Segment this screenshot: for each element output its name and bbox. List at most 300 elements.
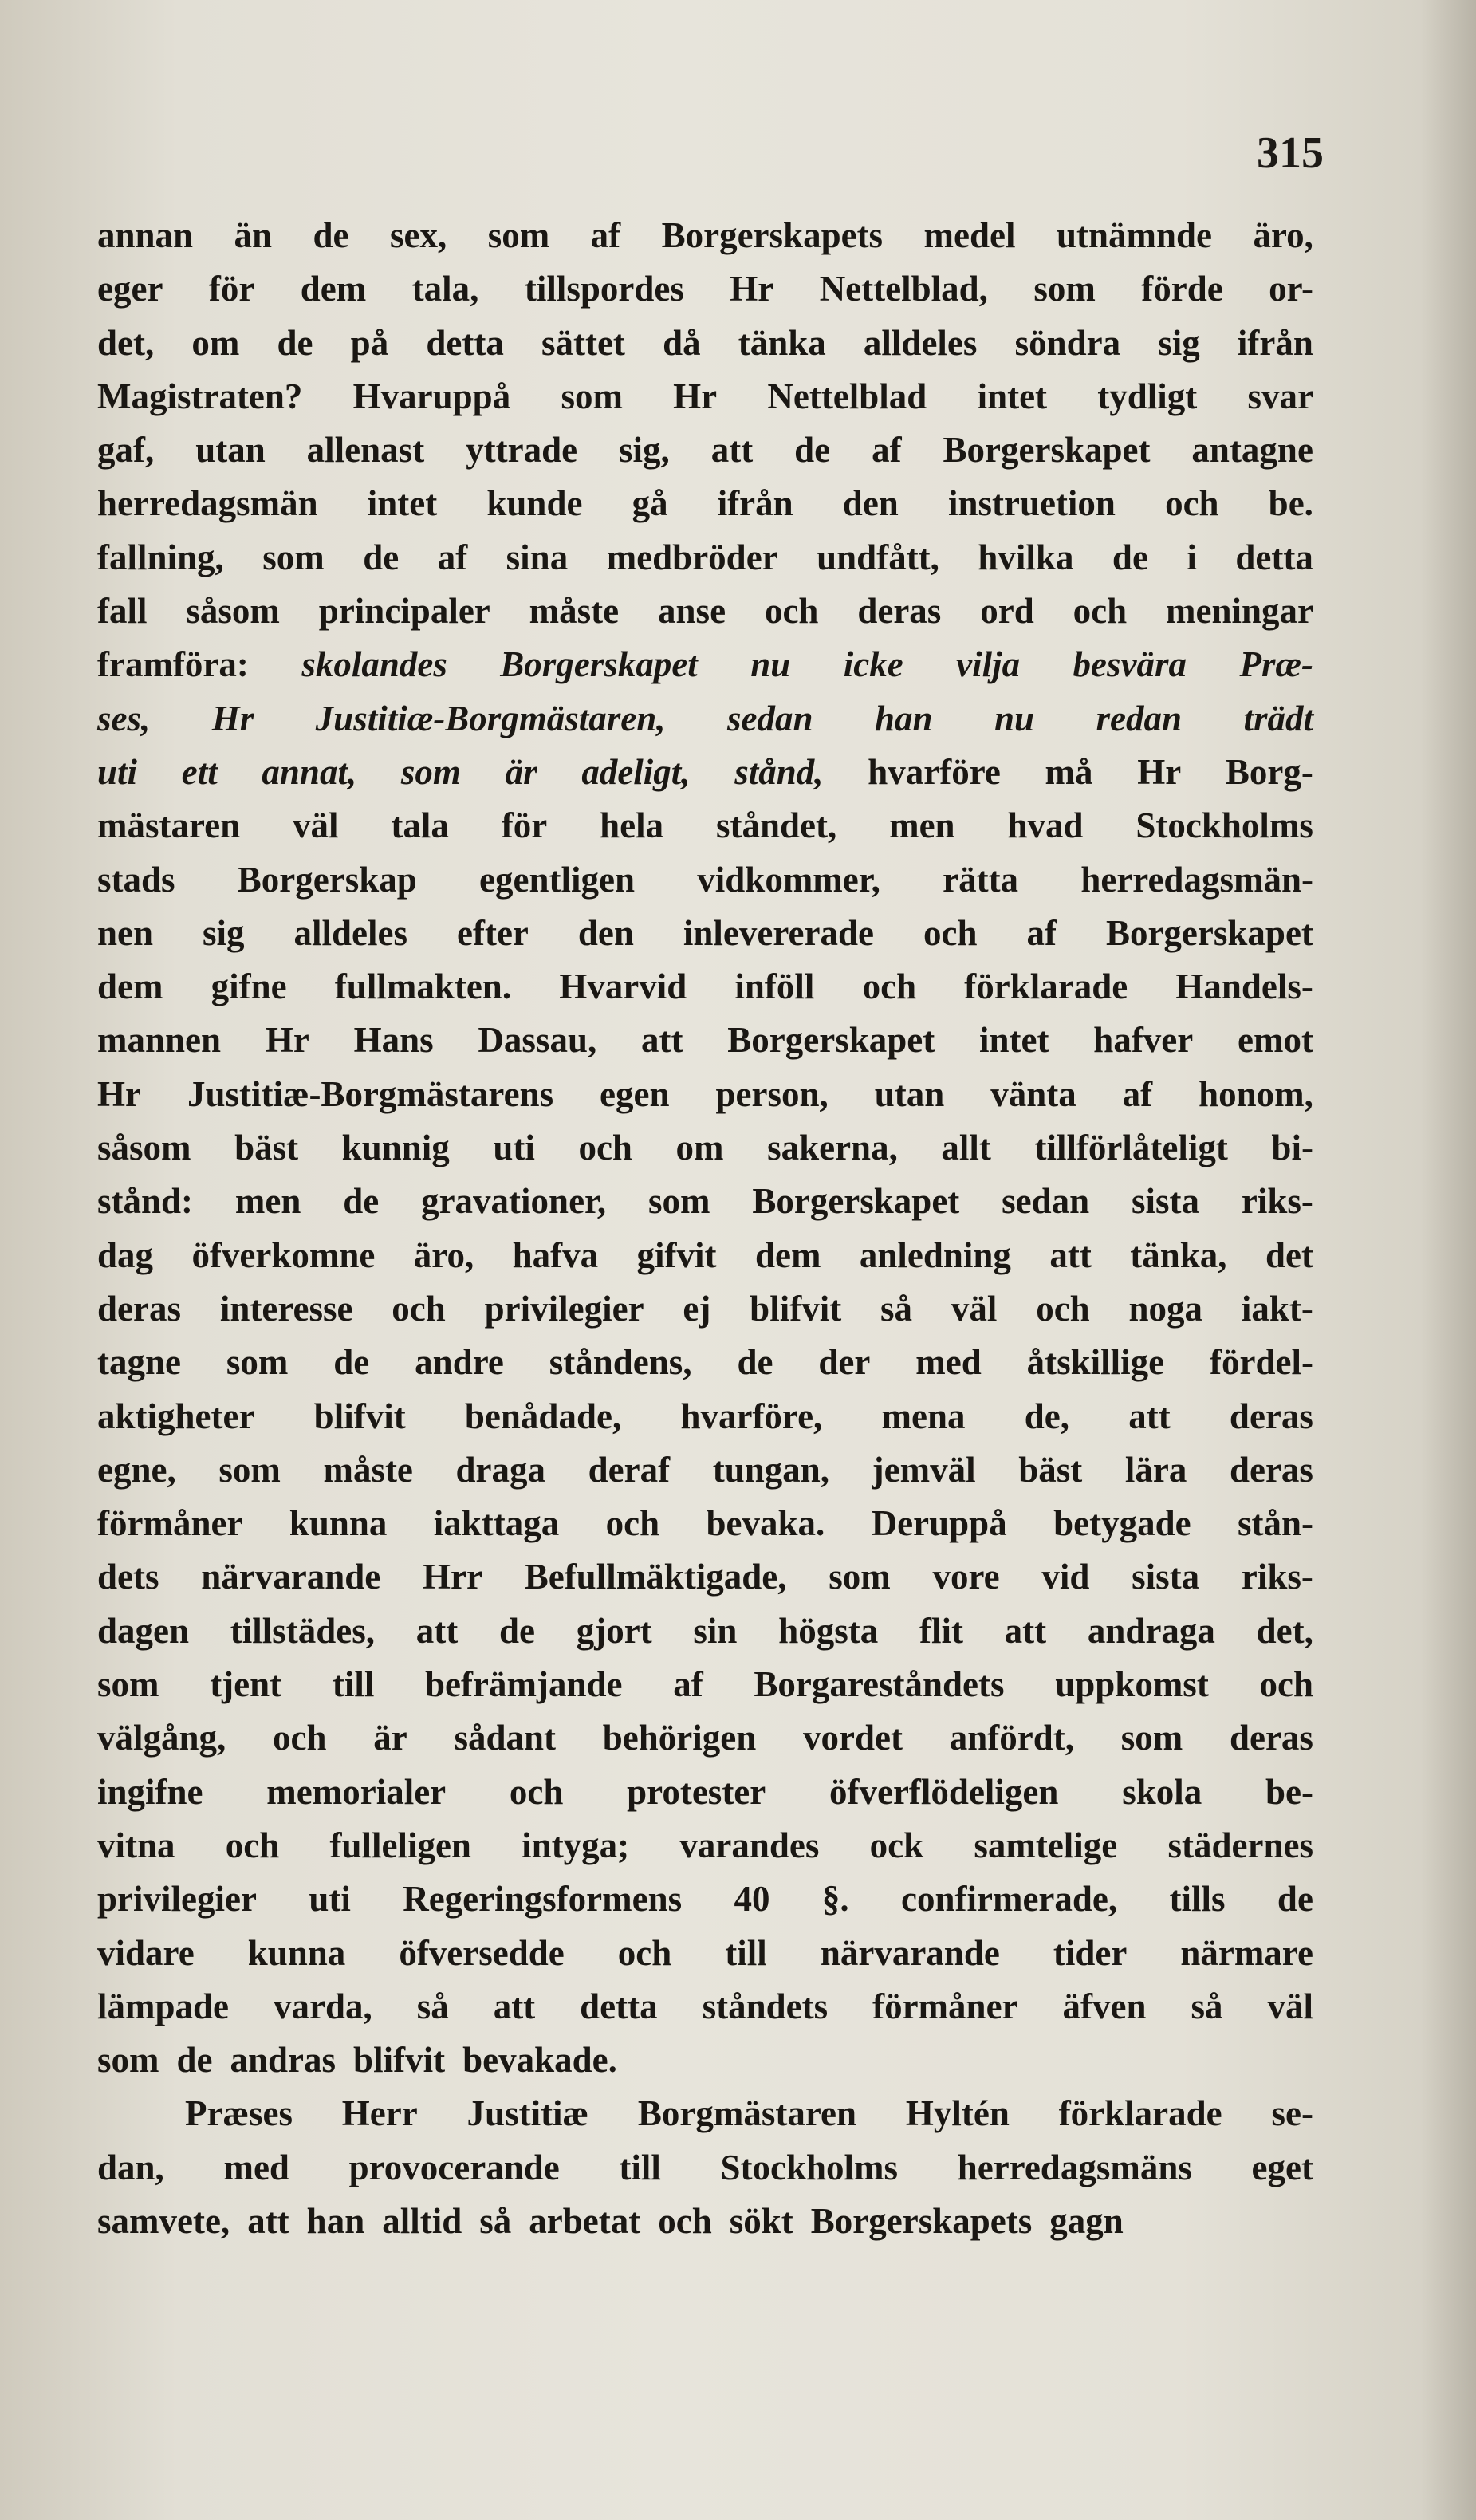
word: dem xyxy=(97,967,163,1007)
word: Justitiæ-Borgmästaren, xyxy=(315,698,666,738)
word: privilegier xyxy=(97,1879,257,1920)
word: allt xyxy=(941,1128,991,1168)
word: är xyxy=(505,751,537,792)
body-text xyxy=(97,209,1313,2248)
word: Borgerskapet xyxy=(943,430,1151,471)
word: sedan xyxy=(726,698,813,738)
word: sig xyxy=(1158,322,1200,363)
word: han xyxy=(874,698,933,738)
word: öfversedde xyxy=(399,1932,565,1973)
word: att xyxy=(1128,1396,1171,1436)
word: ståndets xyxy=(702,1986,829,2026)
word: tider xyxy=(1053,1932,1128,1973)
word: memorialer xyxy=(266,1771,447,1812)
word: utan xyxy=(195,430,266,471)
word: Nettelblad xyxy=(767,376,927,416)
word: redan xyxy=(1096,698,1182,738)
text-line xyxy=(97,2195,1313,2248)
word: men xyxy=(889,805,955,846)
word: ståndet, xyxy=(715,805,837,846)
word: undfått, xyxy=(817,537,939,577)
word: herredagsmän- xyxy=(1080,859,1313,900)
word: medbröder xyxy=(606,537,778,577)
word: sin xyxy=(693,1610,738,1651)
word: nu xyxy=(750,644,791,685)
word: arbetat xyxy=(529,2200,641,2241)
word: nen xyxy=(97,912,154,953)
text-line xyxy=(97,2087,1313,2140)
word: för xyxy=(501,805,548,846)
word: de xyxy=(1277,1879,1313,1920)
word: bäst xyxy=(1018,1449,1083,1490)
word: blifvit xyxy=(750,1288,842,1329)
word: Befullmäktigade, xyxy=(524,1557,787,1597)
word: anledning xyxy=(859,1234,1011,1275)
word: förmåner xyxy=(872,1986,1018,2026)
word: annat, xyxy=(262,751,357,792)
word: de xyxy=(794,430,831,471)
word: gå xyxy=(632,483,668,524)
word: att xyxy=(1004,1610,1047,1651)
word: detta xyxy=(1235,537,1313,577)
word: Hyltén xyxy=(905,2093,1010,2134)
word: varandes xyxy=(679,1825,820,1865)
word: med xyxy=(223,2147,289,2187)
word: det, xyxy=(1256,1610,1313,1651)
text-line xyxy=(97,1014,1313,1067)
word: stads xyxy=(97,859,175,900)
word: framföra: xyxy=(97,644,249,685)
word: stånd, xyxy=(734,751,824,792)
word: 40 xyxy=(734,1879,770,1920)
word: herredagsmäns xyxy=(957,2147,1192,2187)
text-line xyxy=(97,317,1313,370)
word: fördel- xyxy=(1210,1342,1313,1383)
word: Deruppå xyxy=(871,1503,1007,1544)
word: Borg- xyxy=(1225,751,1313,792)
word: men xyxy=(234,1181,301,1222)
word: Præ- xyxy=(1239,644,1313,685)
word: närmare xyxy=(1180,1932,1313,1973)
text-line xyxy=(97,1711,1313,1765)
word: de xyxy=(363,537,400,577)
word: jemväl xyxy=(872,1449,976,1490)
word: se- xyxy=(1271,2093,1313,2134)
word: provocerande xyxy=(348,2147,560,2187)
word: dagen xyxy=(97,1610,190,1651)
word: deras xyxy=(1229,1396,1313,1436)
word: vilja xyxy=(956,644,1021,685)
word: han xyxy=(306,2200,365,2241)
word: förmåner xyxy=(97,1503,243,1544)
text-line xyxy=(97,477,1313,530)
word: är xyxy=(373,1718,407,1758)
word: bäst xyxy=(234,1128,299,1168)
word: alldeles xyxy=(863,322,978,363)
text-line xyxy=(97,1443,1313,1497)
text-line xyxy=(97,1282,1313,1336)
word: skola xyxy=(1122,1771,1202,1812)
word: detta xyxy=(580,1986,658,2026)
word: egentligen xyxy=(479,859,636,900)
word: att xyxy=(493,1986,536,2026)
word: uti xyxy=(97,751,138,792)
word: emot xyxy=(1238,1020,1313,1061)
word: iakttaga xyxy=(433,1503,560,1544)
word: befrämjande xyxy=(425,1664,623,1705)
word: interesse xyxy=(219,1288,353,1329)
word: person, xyxy=(715,1073,829,1114)
text-line xyxy=(97,1605,1313,1658)
word: deraf xyxy=(588,1449,671,1490)
word: Regeringsformens xyxy=(403,1879,683,1920)
word: förde xyxy=(1141,269,1223,309)
word: deras xyxy=(1229,1449,1313,1490)
word: hvad xyxy=(1007,805,1084,846)
word: vid xyxy=(1041,1557,1090,1597)
word: tänka xyxy=(738,322,826,363)
word: sex, xyxy=(389,215,447,255)
word: tungan, xyxy=(712,1449,830,1490)
text-line xyxy=(97,638,1313,691)
word: till xyxy=(725,1932,767,1973)
word: äro, xyxy=(413,1234,474,1275)
word: af xyxy=(1026,912,1057,953)
word: tills xyxy=(1169,1879,1226,1920)
word: sig xyxy=(203,912,245,953)
word: och xyxy=(764,591,819,632)
word: tillstädes, xyxy=(230,1610,376,1651)
word: deras xyxy=(97,1288,181,1329)
word: besvära xyxy=(1073,644,1187,685)
word: att xyxy=(415,1610,459,1651)
word: och xyxy=(617,1932,672,1973)
word: Hr xyxy=(1137,751,1182,792)
word: uti xyxy=(493,1128,535,1168)
word: den xyxy=(842,483,899,524)
word: inlevererade xyxy=(683,912,874,953)
word: Hr xyxy=(97,1073,141,1114)
word: och xyxy=(392,1288,446,1329)
text-line xyxy=(97,1336,1313,1389)
word: andras xyxy=(230,2040,337,2081)
text-line xyxy=(97,960,1313,1014)
word: såsom xyxy=(97,1128,191,1168)
word: och xyxy=(1165,483,1219,524)
word: såsom xyxy=(186,591,280,632)
text-line xyxy=(97,907,1313,960)
word: dem xyxy=(754,1234,821,1275)
word: be. xyxy=(1268,483,1313,524)
word: städernes xyxy=(1167,1825,1313,1865)
word: ord xyxy=(980,591,1034,632)
word: kunna xyxy=(247,1932,346,1973)
word: intet xyxy=(979,1020,1049,1061)
word: tagne xyxy=(97,1342,181,1383)
word: andre xyxy=(415,1342,504,1383)
word: privilegier xyxy=(484,1288,644,1329)
page-number: 315 xyxy=(1257,128,1324,178)
word: ståndens, xyxy=(549,1342,692,1383)
word: de xyxy=(1112,537,1148,577)
word: dets xyxy=(97,1557,159,1597)
word: der xyxy=(818,1342,871,1383)
word: gravationer, xyxy=(421,1181,607,1222)
word: aktigheter xyxy=(97,1396,255,1436)
word: Borgerskapet xyxy=(727,1020,935,1061)
word: kunde xyxy=(486,483,583,524)
word: Magistraten? xyxy=(97,376,303,416)
word: efter xyxy=(457,912,529,953)
text-line xyxy=(97,2034,1313,2087)
word: eger xyxy=(97,269,163,309)
word: gagn xyxy=(1049,2200,1124,2241)
word: alldeles xyxy=(293,912,408,953)
word: stån- xyxy=(1237,1503,1313,1544)
word: af xyxy=(1122,1073,1153,1114)
word: Hr xyxy=(730,269,774,309)
word: herredagsmän xyxy=(97,483,318,524)
word: yttrade xyxy=(466,430,578,471)
word: om xyxy=(191,322,240,363)
word: att xyxy=(1049,1234,1092,1275)
word: or- xyxy=(1269,269,1313,309)
word: högsta xyxy=(778,1610,879,1651)
word: intet xyxy=(367,483,438,524)
word: allenast xyxy=(306,430,425,471)
word: än xyxy=(234,215,273,255)
word: bi- xyxy=(1271,1128,1313,1168)
word: Stockholms xyxy=(1136,805,1313,846)
word: riks- xyxy=(1241,1181,1313,1222)
word: förklarade xyxy=(1058,2093,1222,2134)
word: svar xyxy=(1247,376,1313,416)
word: tydligt xyxy=(1097,376,1198,416)
word: hela xyxy=(600,805,664,846)
word: blifvit xyxy=(313,1396,406,1436)
word: Borgerskapets xyxy=(661,215,884,255)
word: af xyxy=(872,430,902,471)
word: behörigen xyxy=(602,1718,757,1758)
word: Justitiæ-Borgmästarens xyxy=(187,1073,554,1114)
word: ett xyxy=(181,751,218,792)
word: uppkomst xyxy=(1055,1664,1209,1705)
text-line xyxy=(97,1819,1313,1872)
text-line xyxy=(97,1872,1313,1926)
word: nu xyxy=(994,698,1035,738)
word: som xyxy=(561,376,623,416)
word: med xyxy=(915,1342,982,1383)
word: dag xyxy=(97,1234,154,1275)
word: utan xyxy=(874,1073,945,1114)
word: fulleligen xyxy=(329,1825,471,1865)
word: som xyxy=(829,1557,891,1597)
word: trädt xyxy=(1243,698,1313,738)
text-line xyxy=(97,853,1313,907)
word: ifrån xyxy=(1237,322,1313,363)
word: att xyxy=(710,430,754,471)
word: Borgerskap xyxy=(237,859,417,900)
text-line xyxy=(97,1927,1313,1980)
word: den xyxy=(577,912,634,953)
word: tillförlåteligt xyxy=(1034,1128,1228,1168)
text-line xyxy=(97,1766,1313,1819)
word: Handels- xyxy=(1175,967,1313,1007)
word: af xyxy=(437,537,468,577)
word: Borgmästaren xyxy=(637,2093,857,2134)
word: riks- xyxy=(1241,1557,1313,1597)
word: uti xyxy=(309,1879,351,1920)
text-line xyxy=(97,799,1313,852)
text-line xyxy=(97,370,1313,423)
word: i xyxy=(1187,537,1197,577)
word: och xyxy=(509,1771,564,1812)
word: öfverkomne xyxy=(191,1234,376,1275)
word: som xyxy=(97,1664,159,1705)
word: och xyxy=(923,912,978,953)
text-line xyxy=(97,423,1313,477)
word: som xyxy=(218,1449,281,1490)
word: sökt xyxy=(729,2200,793,2241)
word: samtelige xyxy=(974,1825,1118,1865)
word: §. xyxy=(821,1879,849,1920)
word: på xyxy=(350,322,389,363)
word: och xyxy=(1073,591,1128,632)
word: och xyxy=(273,1718,327,1758)
word: mästaren xyxy=(97,805,241,846)
word: af xyxy=(590,215,621,255)
word: sista xyxy=(1132,1557,1200,1597)
word: Dassau, xyxy=(478,1020,597,1061)
word: kunna xyxy=(289,1503,388,1544)
text-line xyxy=(97,2141,1313,2195)
text-line xyxy=(97,692,1313,746)
word: som xyxy=(1033,269,1096,309)
word: de xyxy=(343,1181,380,1222)
word: och xyxy=(1036,1288,1090,1329)
word: rätta xyxy=(943,859,1019,900)
text-line xyxy=(97,746,1313,799)
word: måste xyxy=(529,591,620,632)
word: väl xyxy=(1267,1986,1313,2026)
text-line xyxy=(97,1658,1313,1711)
word: förklarade xyxy=(964,967,1128,1007)
word: egne, xyxy=(97,1449,176,1490)
text-line xyxy=(97,1121,1313,1175)
word: gifne xyxy=(211,967,287,1007)
text-line xyxy=(97,262,1313,316)
word: blifvit xyxy=(353,2040,446,2081)
word: att xyxy=(641,1020,683,1061)
word: gaf, xyxy=(97,430,155,471)
word: de, xyxy=(1024,1396,1069,1436)
word: Hvarvid xyxy=(559,967,687,1007)
word: noga xyxy=(1128,1288,1203,1329)
word: dem xyxy=(300,269,367,309)
word: Stockholms xyxy=(720,2147,899,2187)
word: intet xyxy=(977,376,1048,416)
word: andraga xyxy=(1087,1610,1215,1651)
word: betygade xyxy=(1053,1503,1191,1544)
text-line xyxy=(97,1390,1313,1443)
word: måste xyxy=(323,1449,413,1490)
text-line xyxy=(97,1980,1313,2034)
word: antagne xyxy=(1191,430,1313,471)
word: hvarföre, xyxy=(680,1396,823,1436)
word: Borgerskapets xyxy=(810,2200,1033,2241)
word: det, xyxy=(97,322,155,363)
word: Nettelblad, xyxy=(819,269,988,309)
word: instruetion xyxy=(947,483,1116,524)
word: Hvaruppå xyxy=(352,376,511,416)
word: vore xyxy=(932,1557,1000,1597)
word: och xyxy=(1259,1664,1313,1705)
word: vordet xyxy=(803,1718,903,1758)
word: benådade, xyxy=(464,1396,622,1436)
word: vidkommer, xyxy=(697,859,880,900)
word: och xyxy=(862,967,917,1007)
word: varda, xyxy=(273,1986,372,2026)
word: anse xyxy=(658,591,726,632)
word: de xyxy=(333,1342,370,1383)
word: vitna xyxy=(97,1825,175,1865)
word: utnämnde xyxy=(1056,215,1213,255)
word: äro, xyxy=(1253,215,1313,255)
word: det xyxy=(1265,1234,1313,1275)
word: att xyxy=(247,2200,289,2241)
word: och xyxy=(658,2200,712,2241)
word: sådant xyxy=(454,1718,557,1758)
word: Hans xyxy=(353,1020,434,1061)
word: Borgerskapet xyxy=(752,1181,960,1222)
word: lämpade xyxy=(97,1986,230,2026)
word: tänka, xyxy=(1130,1234,1227,1275)
word: då xyxy=(663,322,701,363)
word: sedan xyxy=(1002,1181,1090,1222)
word: bevakade. xyxy=(462,2040,617,2081)
word: närvarande xyxy=(820,1932,1000,1973)
word: sig, xyxy=(619,430,670,471)
word: som xyxy=(1120,1718,1183,1758)
word: om xyxy=(675,1128,724,1168)
word: lära xyxy=(1124,1449,1187,1490)
page-edge-shadow xyxy=(1420,0,1476,2520)
word: af xyxy=(673,1664,703,1705)
word: protester xyxy=(627,1771,766,1812)
text-line xyxy=(97,531,1313,585)
word: hafva xyxy=(512,1234,599,1275)
word: ej xyxy=(683,1288,711,1329)
word: så xyxy=(880,1288,913,1329)
text-line xyxy=(97,1550,1313,1604)
word: annan xyxy=(97,215,194,255)
word: Borgerskapet xyxy=(1105,912,1313,953)
word: Herr xyxy=(341,2093,418,2134)
word: välgång, xyxy=(97,1718,226,1758)
word: samvete, xyxy=(97,2200,230,2241)
word: så xyxy=(1191,1986,1223,2026)
word: och xyxy=(605,1503,660,1544)
word: Hr xyxy=(673,376,718,416)
word: vänta xyxy=(990,1073,1076,1114)
word: gjort xyxy=(576,1610,652,1651)
word: deras xyxy=(1229,1718,1313,1758)
word: kunnig xyxy=(341,1128,450,1168)
word: som xyxy=(400,751,461,792)
word: till xyxy=(619,2147,661,2187)
word: ock xyxy=(869,1825,924,1865)
word: deras xyxy=(857,591,942,632)
